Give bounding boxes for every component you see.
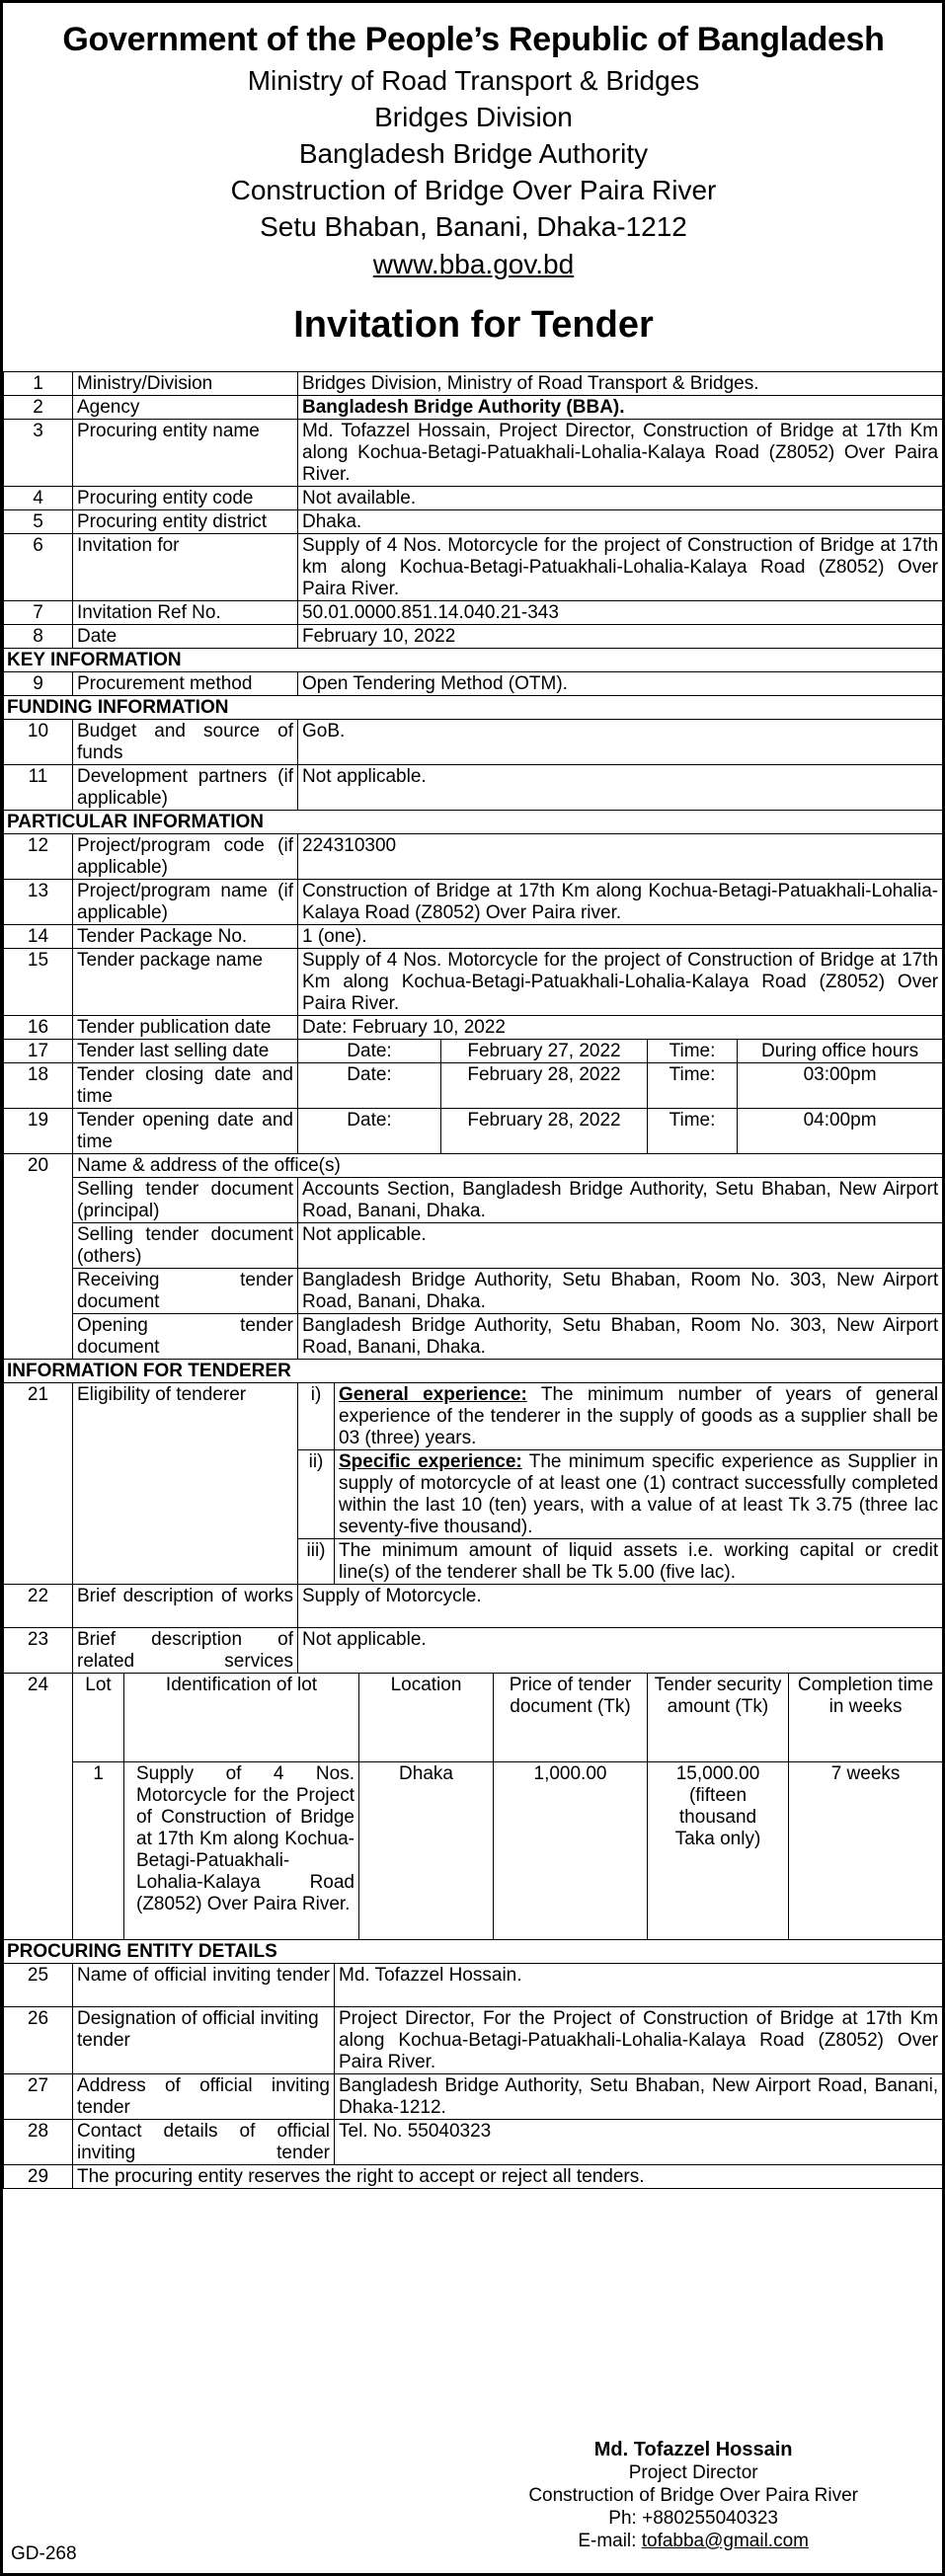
lot-header-row xyxy=(4,1674,943,1762)
row-value: Not available. xyxy=(298,487,943,510)
table-row xyxy=(4,1154,943,1178)
row-label: Opening tender document xyxy=(73,1314,298,1360)
lot-header: Lot xyxy=(73,1674,124,1762)
row-label: Date xyxy=(73,625,298,649)
row-label: Brief description of works xyxy=(73,1585,298,1628)
table-row xyxy=(4,1109,943,1154)
row-value: Open Tendering Method (OTM). xyxy=(298,672,943,696)
row-label: Tender closing date and time xyxy=(73,1063,298,1109)
table-row xyxy=(4,2007,943,2074)
table-row xyxy=(4,834,943,880)
government-heading: Government of the People’s Republic of Bangladesh xyxy=(62,21,885,58)
table-row xyxy=(4,949,943,1016)
tender-table xyxy=(3,371,943,2189)
row-number: 6 xyxy=(4,534,73,601)
criteria-text xyxy=(335,1450,943,1539)
lot-completion: 7 weeks xyxy=(789,1762,943,1940)
time-value: 03:00pm xyxy=(738,1063,943,1109)
table-row xyxy=(4,720,943,765)
row-label: Procurement method xyxy=(73,672,298,696)
table-row xyxy=(4,1269,943,1314)
signature-block xyxy=(528,2439,858,2552)
criteria-title: General experience: xyxy=(339,1384,527,1405)
row-label: Eligibility of tenderer xyxy=(73,1383,298,1585)
lot-identification: Supply of 4 Nos. Motorcycle for the Project of Construction of Bridge at 17th Km along Kochua-Betagi-Patuakhali-Lohalia-Kalaya Road (Z8052) Over Paira River. xyxy=(124,1762,359,1940)
date-label: Date: xyxy=(298,1040,441,1063)
security-header: Tender security amount (Tk) xyxy=(648,1674,789,1762)
row-number: 24 xyxy=(4,1674,73,1940)
row-label: Name of official inviting tender xyxy=(73,1964,335,2007)
row-number: 3 xyxy=(4,420,73,487)
row-value: Supply of 4 Nos. Motorcycle for the project of Construction of Bridge at 17th Km along Kochua-Betagi-Patuakhali-Lohalia-Kalaya Road (Z8052) Over Paira River. xyxy=(298,949,943,1016)
row-value: Construction of Bridge at 17th Km along Kochua-Betagi-Patuakhali-Lohalia-Kalaya Road (Z8052) Over Paira river. xyxy=(298,880,943,925)
row-number: 13 xyxy=(4,880,73,925)
row-value: Bangladesh Bridge Authority, Setu Bhaban, Room No. 303, New Airport Road, Banani, Dhaka. xyxy=(298,1269,943,1314)
section-heading: KEY INFORMATION xyxy=(4,649,943,672)
date-value: February 27, 2022 xyxy=(441,1040,648,1063)
section-heading: INFORMATION FOR TENDERER xyxy=(4,1360,943,1383)
notice-header xyxy=(5,3,942,349)
row-number: 2 xyxy=(4,396,73,420)
row-label: Invitation for xyxy=(73,534,298,601)
row-value: Date: February 10, 2022 xyxy=(298,1016,943,1040)
row-label: Tender publication date xyxy=(73,1016,298,1040)
lot-location: Dhaka xyxy=(359,1762,494,1940)
section-heading: PROCURING ENTITY DETAILS xyxy=(4,1940,943,1964)
row-value: Dhaka. xyxy=(298,510,943,534)
criteria-number: iii) xyxy=(298,1539,335,1585)
location-header: Location xyxy=(359,1674,494,1762)
criteria-number: ii) xyxy=(298,1450,335,1539)
row-value: The procuring entity reserves the right to accept or reject all tenders. xyxy=(73,2165,943,2189)
address-line: Setu Bhaban, Banani, Dhaka-1212 xyxy=(260,211,687,242)
table-row xyxy=(4,372,943,396)
completion-header: Completion time in weeks xyxy=(789,1674,943,1762)
row-number: 8 xyxy=(4,625,73,649)
row-label: Agency xyxy=(73,396,298,420)
row-label: Project/program name (if applicable) xyxy=(73,880,298,925)
table-row xyxy=(4,925,943,949)
table-row xyxy=(4,1585,943,1628)
price-header: Price of tender document (Tk) xyxy=(494,1674,648,1762)
row-value: 1 (one). xyxy=(298,925,943,949)
row-label: Tender Package No. xyxy=(73,925,298,949)
criteria-title: Specific experience: xyxy=(339,1451,522,1472)
table-row xyxy=(4,1063,943,1109)
criteria-text: The minimum amount of liquid assets i.e. working capital or credit line(s) of the tenderer shall be Tk 5.00 (five lac). xyxy=(335,1539,943,1585)
row-value: Supply of 4 Nos. Motorcycle for the project of Construction of Bridge at 17th km along Kochua-Betagi-Patuakhali-Lohalia-Kalaya Road (Z8052) Over Paira River. xyxy=(298,534,943,601)
row-number: 1 xyxy=(4,372,73,396)
row-value: Not applicable. xyxy=(298,765,943,811)
table-row xyxy=(4,672,943,696)
table-row xyxy=(4,510,943,534)
lot-row xyxy=(4,1762,943,1940)
row-value: GoB. xyxy=(298,720,943,765)
row-value: February 10, 2022 xyxy=(298,625,943,649)
row-number: 12 xyxy=(4,834,73,880)
row-label: Procuring entity code xyxy=(73,487,298,510)
row-label: Tender package name xyxy=(73,949,298,1016)
row-value: Tel. No. 55040323 xyxy=(335,2120,943,2165)
row-number: 25 xyxy=(4,1964,73,2007)
row-number: 16 xyxy=(4,1016,73,1040)
row-number: 29 xyxy=(4,2165,73,2189)
date-label: Date: xyxy=(298,1109,441,1154)
row-number: 5 xyxy=(4,510,73,534)
date-value: February 28, 2022 xyxy=(441,1063,648,1109)
authority-line: Bangladesh Bridge Authority xyxy=(298,138,649,169)
criteria-body: The minimum number of years of general experience of the tenderer in the supply of goods as a supplier shall be 03 (three) years. xyxy=(339,1384,939,1448)
table-row xyxy=(4,1178,943,1223)
row-number: 20 xyxy=(4,1154,73,1360)
row-label: Development partners (if applicable) xyxy=(73,765,298,811)
row-value: Md. Tofazzel Hossain, Project Director, Construction of Bridge at 17th Km along Kochua-Betagi-Patuakhali-Lohalia-Kalaya Road (Z8052) Over Paira River. xyxy=(298,420,943,487)
table-row xyxy=(4,2074,943,2120)
gd-code: GD-268 xyxy=(11,2543,77,2564)
lot-number: 1 xyxy=(73,1762,124,1940)
row-number: 4 xyxy=(4,487,73,510)
email-label: E-mail: xyxy=(578,2531,642,2551)
row-label: Ministry/Division xyxy=(73,372,298,396)
row-number: 9 xyxy=(4,672,73,696)
row-value: 50.01.0000.851.14.040.21-343 xyxy=(298,601,943,625)
table-row xyxy=(4,625,943,649)
table-row xyxy=(4,534,943,601)
table-row xyxy=(4,2165,943,2189)
row-value: Not applicable. xyxy=(298,1223,943,1269)
row-label: Project/program code (if applicable) xyxy=(73,834,298,880)
project-line: Construction of Bridge Over Paira River xyxy=(230,175,717,205)
lot-price: 1,000.00 xyxy=(494,1762,648,1940)
website-link[interactable]: www.bba.gov.bd xyxy=(372,249,575,279)
row-number: 18 xyxy=(4,1063,73,1109)
row-value: Bangladesh Bridge Authority, Setu Bhaban, Room No. 303, New Airport Road, Banani, Dhaka. xyxy=(298,1314,943,1360)
signatory-project: Construction of Bridge Over Paira River xyxy=(528,2485,858,2506)
row-label: Procuring entity district xyxy=(73,510,298,534)
row-number: 27 xyxy=(4,2074,73,2120)
row-label: Receiving tender document xyxy=(73,1269,298,1314)
section-heading: PARTICULAR INFORMATION xyxy=(4,811,943,834)
criteria-text xyxy=(335,1383,943,1450)
date-label: Date: xyxy=(298,1063,441,1109)
row-number: 15 xyxy=(4,949,73,1016)
section-row xyxy=(4,1940,943,1964)
date-value: February 28, 2022 xyxy=(441,1109,648,1154)
row-label: Tender last selling date xyxy=(73,1040,298,1063)
row-label: Name & address of the office(s) xyxy=(73,1154,943,1178)
criteria-body: The minimum specific experience as Supplier in supply of motorcycle of at least one (1) contract successfully completed within the last 10 (ten) years, with a value of at least Tk 3.75 (three lac seventy-five thousand). xyxy=(339,1451,939,1537)
row-number: 26 xyxy=(4,2007,73,2074)
signatory-email-line xyxy=(528,2530,858,2552)
row-value: Not applicable. xyxy=(298,1628,943,1674)
section-row xyxy=(4,696,943,720)
row-value: Md. Tofazzel Hossain. xyxy=(335,1964,943,2007)
row-number: 19 xyxy=(4,1109,73,1154)
row-value: Bridges Division, Ministry of Road Transport & Bridges. xyxy=(298,372,943,396)
table-row xyxy=(4,880,943,925)
time-value: During office hours xyxy=(738,1040,943,1063)
row-value: Supply of Motorcycle. xyxy=(298,1585,943,1628)
row-number: 14 xyxy=(4,925,73,949)
section-row xyxy=(4,1360,943,1383)
row-number: 23 xyxy=(4,1628,73,1674)
signatory-name: Md. Tofazzel Hossain xyxy=(593,2439,793,2460)
row-label: Address of official inviting tender xyxy=(73,2074,335,2120)
row-label: Selling tender document (others) xyxy=(73,1223,298,1269)
row-number: 22 xyxy=(4,1585,73,1628)
row-label: Budget and source of funds xyxy=(73,720,298,765)
row-value: Bangladesh Bridge Authority (BBA). xyxy=(298,396,943,420)
table-row xyxy=(4,601,943,625)
row-number: 21 xyxy=(4,1383,73,1585)
row-label: Selling tender document (principal) xyxy=(73,1178,298,1223)
table-row xyxy=(4,1040,943,1063)
row-label: Brief description of related services xyxy=(73,1628,298,1674)
table-row xyxy=(4,420,943,487)
row-label: Procuring entity name xyxy=(73,420,298,487)
identification-header: Identification of lot xyxy=(124,1674,359,1762)
time-value: 04:00pm xyxy=(738,1109,943,1154)
time-label: Time: xyxy=(648,1063,738,1109)
row-value: Project Director, For the Project of Construction of Bridge at 17th Km along Kochua-Betagi-Patuakhali-Lohalia-Kalaya Road (Z8052) Over Paira River. xyxy=(335,2007,943,2074)
table-row xyxy=(4,1628,943,1674)
ministry-line: Ministry of Road Transport & Bridges xyxy=(247,65,700,96)
table-row xyxy=(4,2120,943,2165)
criteria-number: i) xyxy=(298,1383,335,1450)
row-number: 17 xyxy=(4,1040,73,1063)
signatory-title: Project Director xyxy=(628,2462,758,2483)
table-row xyxy=(4,396,943,420)
table-row xyxy=(4,487,943,510)
row-number: 28 xyxy=(4,2120,73,2165)
row-value: Accounts Section, Bangladesh Bridge Authority, Setu Bhaban, New Airport Road, Banani, Dhaka. xyxy=(298,1178,943,1223)
section-row xyxy=(4,811,943,834)
section-heading: FUNDING INFORMATION xyxy=(4,696,943,720)
email-link[interactable]: tofabba@gmail.com xyxy=(641,2531,809,2551)
page-title: Invitation for Tender xyxy=(293,304,654,346)
time-label: Time: xyxy=(648,1040,738,1063)
row-number: 7 xyxy=(4,601,73,625)
table-row xyxy=(4,1383,943,1450)
time-label: Time: xyxy=(648,1109,738,1154)
row-value: Bangladesh Bridge Authority, Setu Bhaban, New Airport Road, Banani, Dhaka-1212. xyxy=(335,2074,943,2120)
table-row xyxy=(4,1016,943,1040)
row-number: 11 xyxy=(4,765,73,811)
section-row xyxy=(4,649,943,672)
table-row xyxy=(4,765,943,811)
row-value: 224310300 xyxy=(298,834,943,880)
signatory-phone: Ph: +880255040323 xyxy=(608,2508,778,2529)
row-label: Tender opening date and time xyxy=(73,1109,298,1154)
table-row xyxy=(4,1223,943,1269)
row-number: 10 xyxy=(4,720,73,765)
lot-security: 15,000.00 (fifteen thousand Taka only) xyxy=(648,1762,789,1940)
row-label: Invitation Ref No. xyxy=(73,601,298,625)
table-row xyxy=(4,1314,943,1360)
row-label: Contact details of official inviting tender xyxy=(73,2120,335,2165)
row-label: Designation of official inviting tender xyxy=(73,2007,335,2074)
table-row xyxy=(4,1964,943,2007)
division-line: Bridges Division xyxy=(374,102,573,132)
